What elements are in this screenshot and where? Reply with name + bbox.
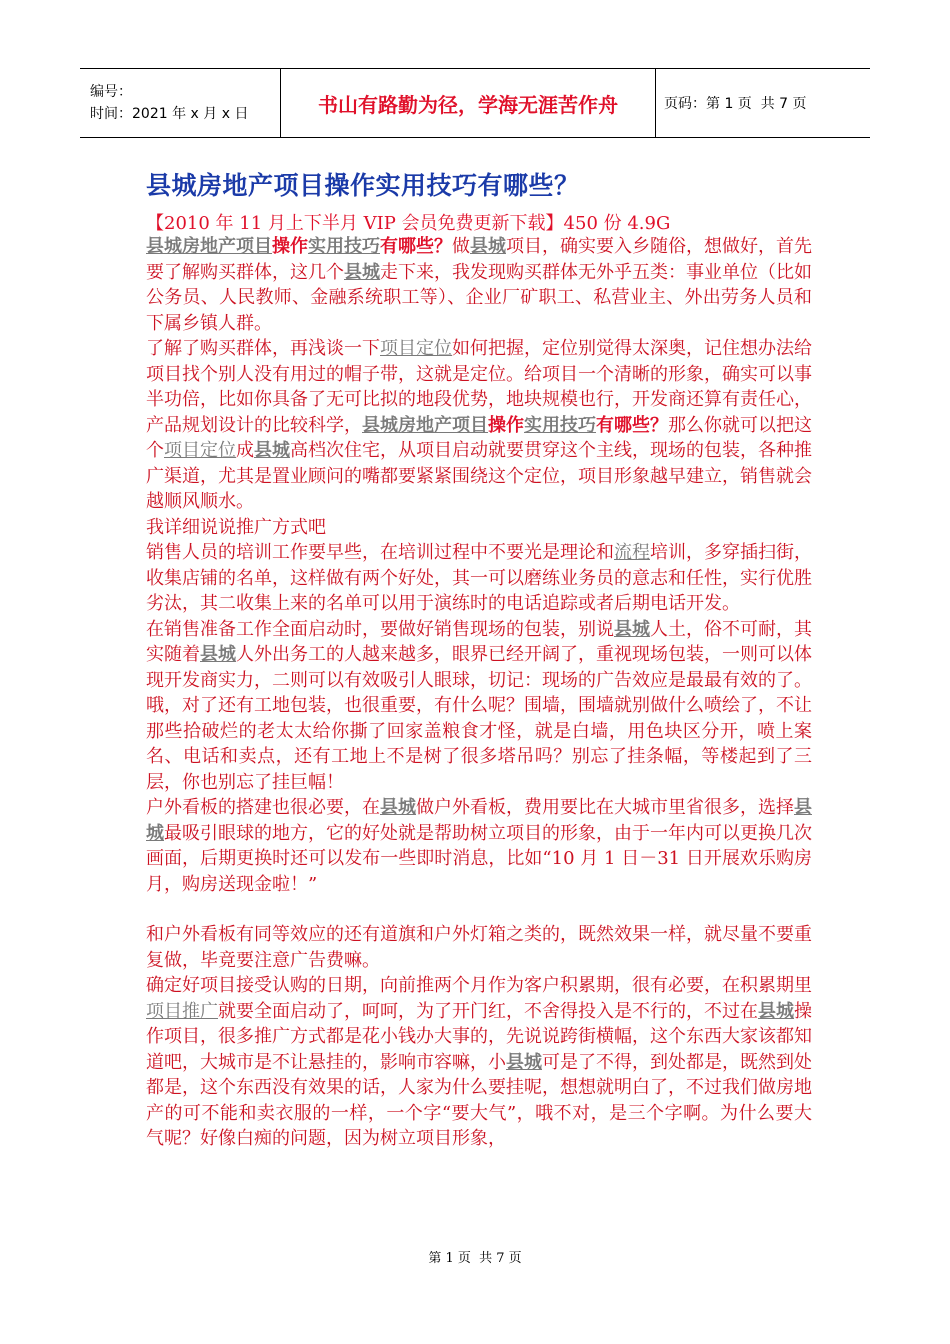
keyword-link[interactable]: 县城 bbox=[254, 440, 290, 461]
text-run: 项目，确实要入乡随俗，想做好，首先要了解购买群体，这几个 bbox=[146, 236, 812, 283]
text-run: 最吸引眼球的地方，它的好处就是帮助树立项目的形象，由于一年内可以更换几次画面，后期更换时还可以发布一些即时消息，比如“10 月 1 日－31 日开展欢乐购房月，购房送现金啦！” bbox=[146, 822, 812, 895]
text-run: 在销售准备工作全面启动时，要做好销售现场的包装，别说 bbox=[146, 618, 614, 640]
keyword-link[interactable]: 县城 bbox=[758, 1000, 794, 1022]
keyword-highlight: 有哪些？ bbox=[380, 236, 452, 257]
keyword-link[interactable]: 县城房地产项目 bbox=[362, 414, 488, 436]
text-run: 做户外看板，费用要比在大城市里省很多，选择 bbox=[416, 797, 794, 818]
text-run: 销售人员的培训工作要早些，在培训过程中不要光是理论和 bbox=[146, 542, 614, 563]
keyword-link[interactable]: 县城 bbox=[344, 261, 380, 283]
text-run: 了解了购买群体，再浅谈一下 bbox=[146, 338, 380, 359]
paragraph-9 bbox=[146, 973, 812, 1152]
text-run: 培训，多穿插扫街，收集店铺的名单，这样做有两个好处，其一可以磨练业务员的意志和任性，实行优胜劣汰，其二收集上来的名单可以用于演练时的电话追踪或者后期电话开发。 bbox=[146, 542, 812, 614]
paragraph-7 bbox=[146, 795, 812, 897]
text-run: 可是了不得，到处都是，既然到处都是，这个东西没有效果的话，人家为什么要挂呢，想想就明白了，不过我们做房地产的可不能和卖衣服的一样，一个字“要大气”，哦不对，是三个字啊。为什么要大气呢？好像白痴的问题，因为树立项目形象， bbox=[146, 1051, 812, 1149]
document-title: 县城房地产项目操作实用技巧有哪些？ bbox=[146, 171, 580, 200]
inline-link[interactable]: 项目定位 bbox=[164, 440, 236, 461]
paragraph-6: 哦，对了还有工地包装，也很重要，有什么呢？围墙，围墙就别做什么喷绘了，不让那些拾破烂的老太太给你撕了回家盖粮食才怪，就是白墙，用色块区分开，喷上案名、电话和卖点，还有工地上不是树了很多塔吊吗？别忘了挂条幅，等楼起到了三层，你也别忘了挂巨幅！ bbox=[146, 695, 812, 793]
header-page-cell bbox=[656, 69, 870, 137]
document-header bbox=[80, 68, 870, 138]
paragraph-1 bbox=[146, 234, 812, 336]
document-subtitle: 【2010 年 11 月上下半月 VIP 会员免费更新下载】450 份 4.9G bbox=[146, 213, 671, 234]
text-run: 确定好项目接受认购的日期，向前推两个月作为客户积累期，很有必要，在积累期里 bbox=[146, 975, 812, 996]
paragraph-4 bbox=[146, 540, 812, 617]
document-date-label: 时间：2021 年 x 月 x 日 bbox=[90, 106, 249, 122]
footer-page-number: 第 1 页 共 7 页 bbox=[428, 1251, 522, 1266]
blank-line bbox=[146, 897, 812, 922]
text-run: 做 bbox=[452, 236, 470, 257]
page-footer bbox=[0, 1247, 950, 1266]
keyword-link[interactable]: 县城 bbox=[470, 236, 506, 257]
text-run: 走下来，我发现购买群体无外乎五类：事业单位（比如公务员、人民教师、金融系统职工等）、企业厂矿职工、私营业主、外出劳务人员和下属乡镇人群。 bbox=[146, 261, 812, 334]
text-run: 人土，俗不可耐，其实随着 bbox=[146, 618, 812, 665]
paragraph-3: 我详细说说推广方式吧 bbox=[146, 516, 326, 538]
inline-link[interactable]: 项目定位 bbox=[380, 338, 452, 359]
text-run: 就要全面启动了，呵呵，为了开门红，不舍得投入是不行的，不过在 bbox=[218, 1000, 758, 1022]
keyword-link[interactable]: 县城 bbox=[614, 618, 650, 640]
keyword-link[interactable]: 县城 bbox=[146, 797, 812, 844]
document-number-label: 编号： bbox=[90, 84, 132, 100]
keyword-link[interactable]: 实用技巧 bbox=[524, 414, 596, 436]
text-run: 户外看板的搭建也很必要，在 bbox=[146, 797, 380, 818]
inline-link[interactable]: 流程 bbox=[614, 542, 650, 563]
keyword-highlight: 有哪些？ bbox=[596, 414, 668, 436]
text-run: 操作项目，很多推广方式都是花小钱办大事的，先说说跨街横幅，这个东西大家该都知道吧，大城市是不让悬挂的，影响市容嘛，小 bbox=[146, 1000, 812, 1073]
keyword-link[interactable]: 实用技巧 bbox=[308, 236, 380, 257]
paragraph-5 bbox=[146, 617, 812, 694]
inline-link[interactable]: 项目推广 bbox=[146, 1000, 218, 1022]
header-motto: 书山有路勤为径，学海无涯苦作舟 bbox=[318, 92, 618, 117]
text-run: 成 bbox=[236, 440, 254, 461]
header-page-number: 页码：第 1 页 共 7 页 bbox=[664, 96, 807, 112]
header-motto-cell bbox=[280, 69, 656, 137]
keyword-link[interactable]: 县城房地产项目 bbox=[146, 236, 272, 257]
text-run: 人外出务工的人越来越多，眼界已经开阔了，重视现场包装，一则可以体现开发商实力，二则可以有效吸引人眼球，切记：现场的广告效应是最最有效的了。 bbox=[146, 644, 812, 691]
keyword-highlight: 操作 bbox=[488, 414, 524, 436]
paragraph-2 bbox=[146, 336, 812, 515]
keyword-link[interactable]: 县城 bbox=[506, 1051, 542, 1073]
text-run: 高档次住宅，从项目启动就要贯穿这个主线，现场的包装，各种推广渠道，尤其是置业顾问的嘴都要紧紧围绕这个定位，项目形象越早建立，销售就会越顺风顺水。 bbox=[146, 440, 812, 512]
keyword-link[interactable]: 县城 bbox=[380, 797, 416, 818]
header-meta-cell bbox=[80, 69, 280, 137]
keyword-link[interactable]: 县城 bbox=[200, 644, 236, 665]
text-run: 如何把握，定位别觉得太深奥，记住想办法给项目找个别人没有用过的帽子带，这就是定位。给项目一个清晰的形象，确实可以事半功倍，比如你具备了无可比拟的地段优势，地块规模也行，开发商还算有责任心，产品规划设计的比较科学， bbox=[146, 338, 812, 436]
text-run: 那么你就可以把这个 bbox=[146, 414, 812, 461]
document-body bbox=[146, 234, 812, 1152]
keyword-highlight: 操作 bbox=[272, 236, 308, 257]
paragraph-8: 和户外看板有同等效应的还有道旗和户外灯箱之类的，既然效果一样，就尽量不要重复做，毕竟要注意广告费嘛。 bbox=[146, 924, 812, 971]
